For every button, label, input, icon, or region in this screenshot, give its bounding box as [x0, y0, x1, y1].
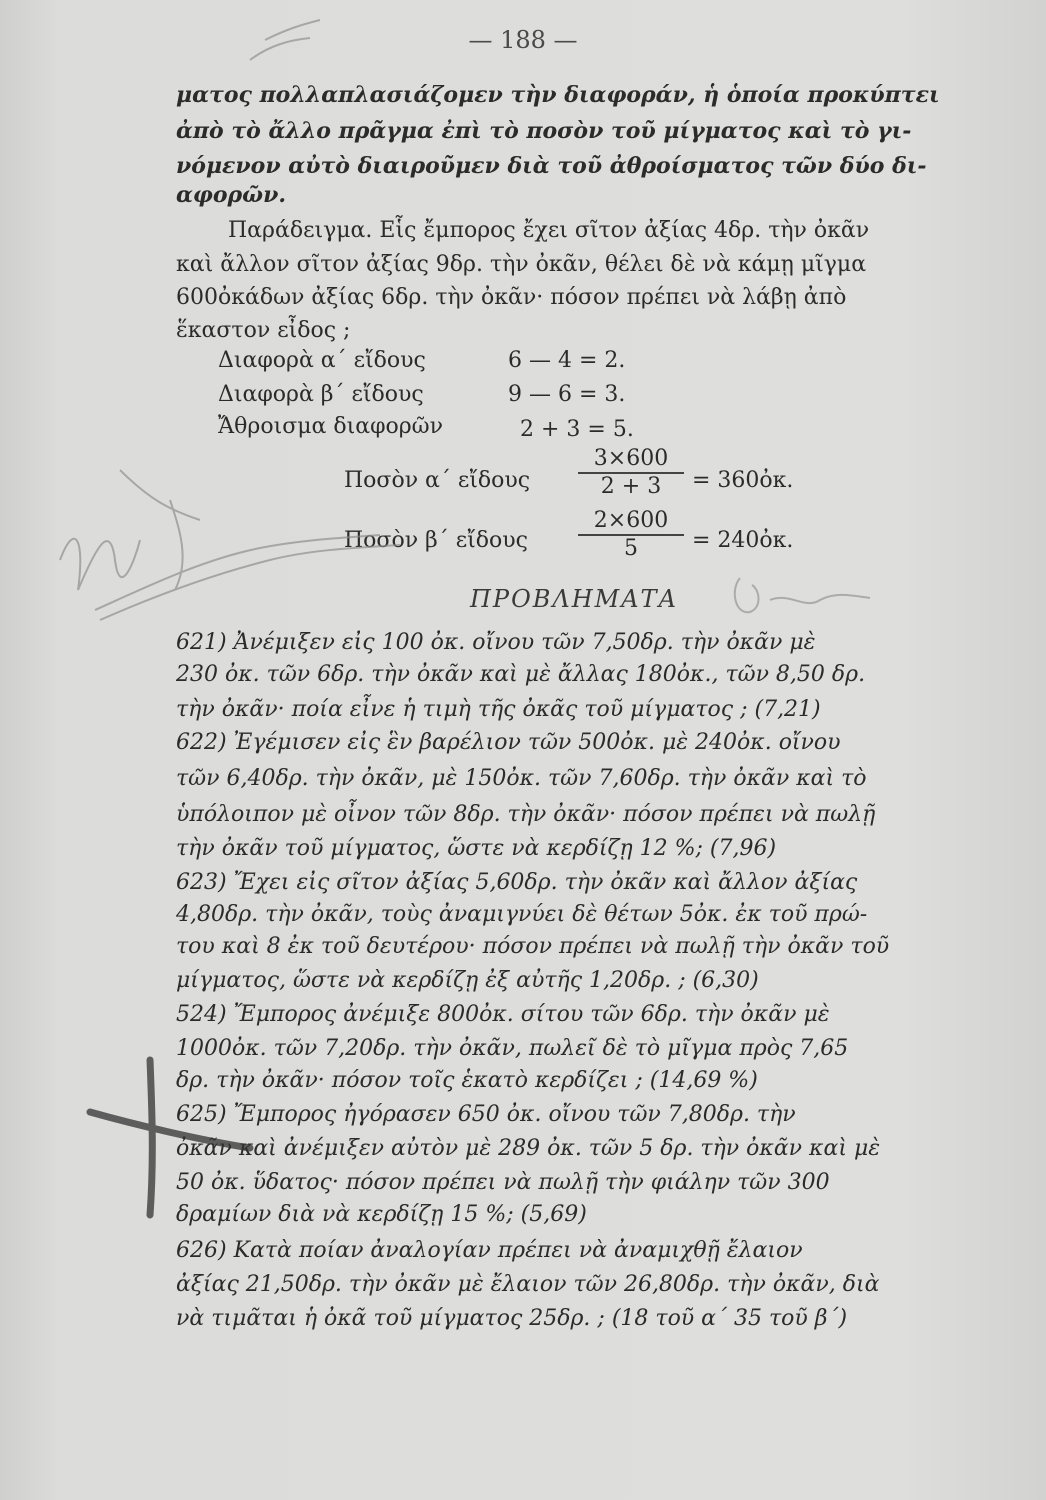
sum-label: Ἄθροισμα διαφορῶν: [218, 414, 443, 439]
diff-a-label: Διαφορὰ α΄ εἴδους: [218, 348, 426, 373]
problem-line: τὴν ὀκᾶν τοῦ μίγματος, ὥστε νὰ κερδίζῃ 12 %; (7,96): [176, 836, 777, 861]
problem-line: 626) Κατὰ ποίαν ἀναλογίαν πρέπει νὰ ἀναμιχθῇ ἔλαιον: [176, 1238, 803, 1263]
sum-value: 2 + 3 = 5.: [520, 417, 634, 442]
problem-line: ἀξίας 21,50δρ. τὴν ὀκᾶν μὲ ἔλαιον τῶν 26,80δρ. τὴν ὀκᾶν, διὰ: [176, 1272, 880, 1297]
qty-a-label: Ποσὸν α΄ εἴδους: [344, 468, 531, 493]
problem-line: 1000ὀκ. τῶν 7,20δρ. τὴν ὀκᾶν, πωλεῖ δὲ τὸ μῖγμα πρὸς 7,65: [176, 1036, 849, 1061]
problem-line: 50 ὀκ. ὕδατος· πόσον πρέπει νὰ πωλῇ τὴν φιάλην τῶν 300: [176, 1170, 830, 1195]
intro-line: αφορῶν.: [176, 182, 287, 208]
intro-line: ματος πολλαπλασιάζομεν τὴν διαφοράν, ἡ ὁποία προκύπτει: [176, 82, 940, 108]
problem-line: ὑπόλοιπον μὲ οἶνον τῶν 8δρ. τὴν ὀκᾶν· πόσον πρέπει νὰ πωλῇ: [176, 802, 876, 827]
problem-line: δραμίων διὰ νὰ κερδίζῃ 15 %; (5,69): [176, 1202, 587, 1227]
problem-line: 621) Ἀνέμιξεν εἰς 100 ὀκ. οἴνου τῶν 7,50δρ. τὴν ὀκᾶν μὲ: [176, 630, 816, 655]
qty-b-result: = 240ὀκ.: [692, 528, 794, 553]
example-line: ἕκαστον εἶδος ;: [176, 318, 351, 343]
qty-a-result: = 360ὀκ.: [692, 468, 794, 493]
example-line: καὶ ἄλλον σῖτον ἀξίας 9δρ. τὴν ὀκᾶν, θέλει δὲ νὰ κάμῃ μῖγμα: [176, 252, 867, 277]
problem-line: τὴν ὀκᾶν· ποία εἶνε ἡ τιμὴ τῆς ὀκᾶς τοῦ μίγματος ; (7,21): [176, 697, 821, 722]
problem-line: 524) Ἔμπορος ἀνέμιξε 800ὀκ. σίτου τῶν 6δρ. τὴν ὀκᾶν μὲ: [176, 1002, 830, 1027]
problem-line: 623) Ἔχει εἰς σῖτον ἀξίας 5,60δρ. τὴν ὀκᾶν καὶ ἄλλον ἀξίας: [176, 870, 858, 895]
problem-line: 625) Ἔμπορος ἠγόρασεν 650 ὀκ. οἴνου τῶν 7,80δρ. τὴν: [176, 1102, 796, 1127]
example-line: 600ὀκάδων ἀξίας 6δρ. τὴν ὀκᾶν· πόσον πρέπει νὰ λάβῃ ἀπὸ: [176, 285, 847, 310]
section-heading: ΠΡΟΒΛΗΜΑΤΑ: [470, 585, 678, 613]
problem-line: τῶν 6,40δρ. τὴν ὀκᾶν, μὲ 150ὀκ. τῶν 7,60δρ. τὴν ὀκᾶν καὶ τὸ: [176, 766, 867, 791]
diff-a-value: 6 — 4 = 2.: [508, 348, 626, 373]
example-line: Παράδειγμα. Εἷς ἔμπορος ἔχει σῖτον ἀξίας 4δρ. τὴν ὀκᾶν: [228, 218, 870, 243]
pencil-cross-mark: [90, 1060, 250, 1215]
intro-line: νόμενον αὐτὸ διαιροῦμεν διὰ τοῦ ἀθροίσματος τῶν δύο δι-: [176, 153, 927, 179]
diff-b-label: Διαφορὰ β΄ εἴδους: [218, 382, 424, 407]
pencil-scribble-left: [60, 20, 400, 620]
problem-line: του καὶ 8 ἐκ τοῦ δευτέρου· πόσον πρέπει νὰ πωλῇ τὴν ὀκᾶν τοῦ: [176, 934, 890, 959]
qty-a-numerator: 3×600: [578, 446, 684, 474]
problem-line: 4,80δρ. τὴν ὀκᾶν, τοὺς ἀναμιγνύει δὲ θέτων 5ὀκ. ἐκ τοῦ πρώ-: [176, 902, 868, 927]
qty-b-denominator: 5: [624, 536, 638, 561]
qty-a-denominator: 2 + 3: [600, 474, 662, 499]
intro-line: ἀπὸ τὸ ἄλλο πρᾶγμα ἐπὶ τὸ ποσὸν τοῦ μίγματος καὶ τὸ γι-: [176, 118, 912, 144]
page-number: — 188 —: [468, 26, 578, 54]
problem-line: 230 ὀκ. τῶν 6δρ. τὴν ὀκᾶν καὶ μὲ ἄλλας 180ὀκ., τῶν 8,50 δρ.: [176, 662, 866, 687]
diff-b-value: 9 — 6 = 3.: [508, 382, 626, 407]
problem-line: μίγματος, ὥστε νὰ κερδίζῃ ἐξ αὐτῆς 1,20δρ. ; (6,30): [176, 968, 759, 993]
qty-b-label: Ποσὸν β΄ εἴδους: [344, 528, 528, 553]
problem-line: ὀκᾶν καὶ ἀνέμιξεν αὐτὸν μὲ 289 ὀκ. τῶν 5 δρ. τὴν ὀκᾶν καὶ μὲ: [176, 1136, 881, 1161]
qty-b-numerator: 2×600: [578, 508, 684, 536]
problem-line: νὰ τιμᾶται ἡ ὀκᾶ τοῦ μίγματος 25δρ. ; (18 τοῦ α΄ 35 τοῦ β΄): [176, 1306, 848, 1331]
problem-line: 622) Ἐγέμισεν εἰς ἓν βαρέλιον τῶν 500ὀκ. μὲ 240ὀκ. οἴνου: [176, 730, 841, 755]
pencil-scribble-heading: [735, 578, 870, 612]
problem-line: δρ. τὴν ὀκᾶν· πόσον τοῖς ἑκατὸ κερδίζει ; (14,69 %): [176, 1068, 758, 1093]
